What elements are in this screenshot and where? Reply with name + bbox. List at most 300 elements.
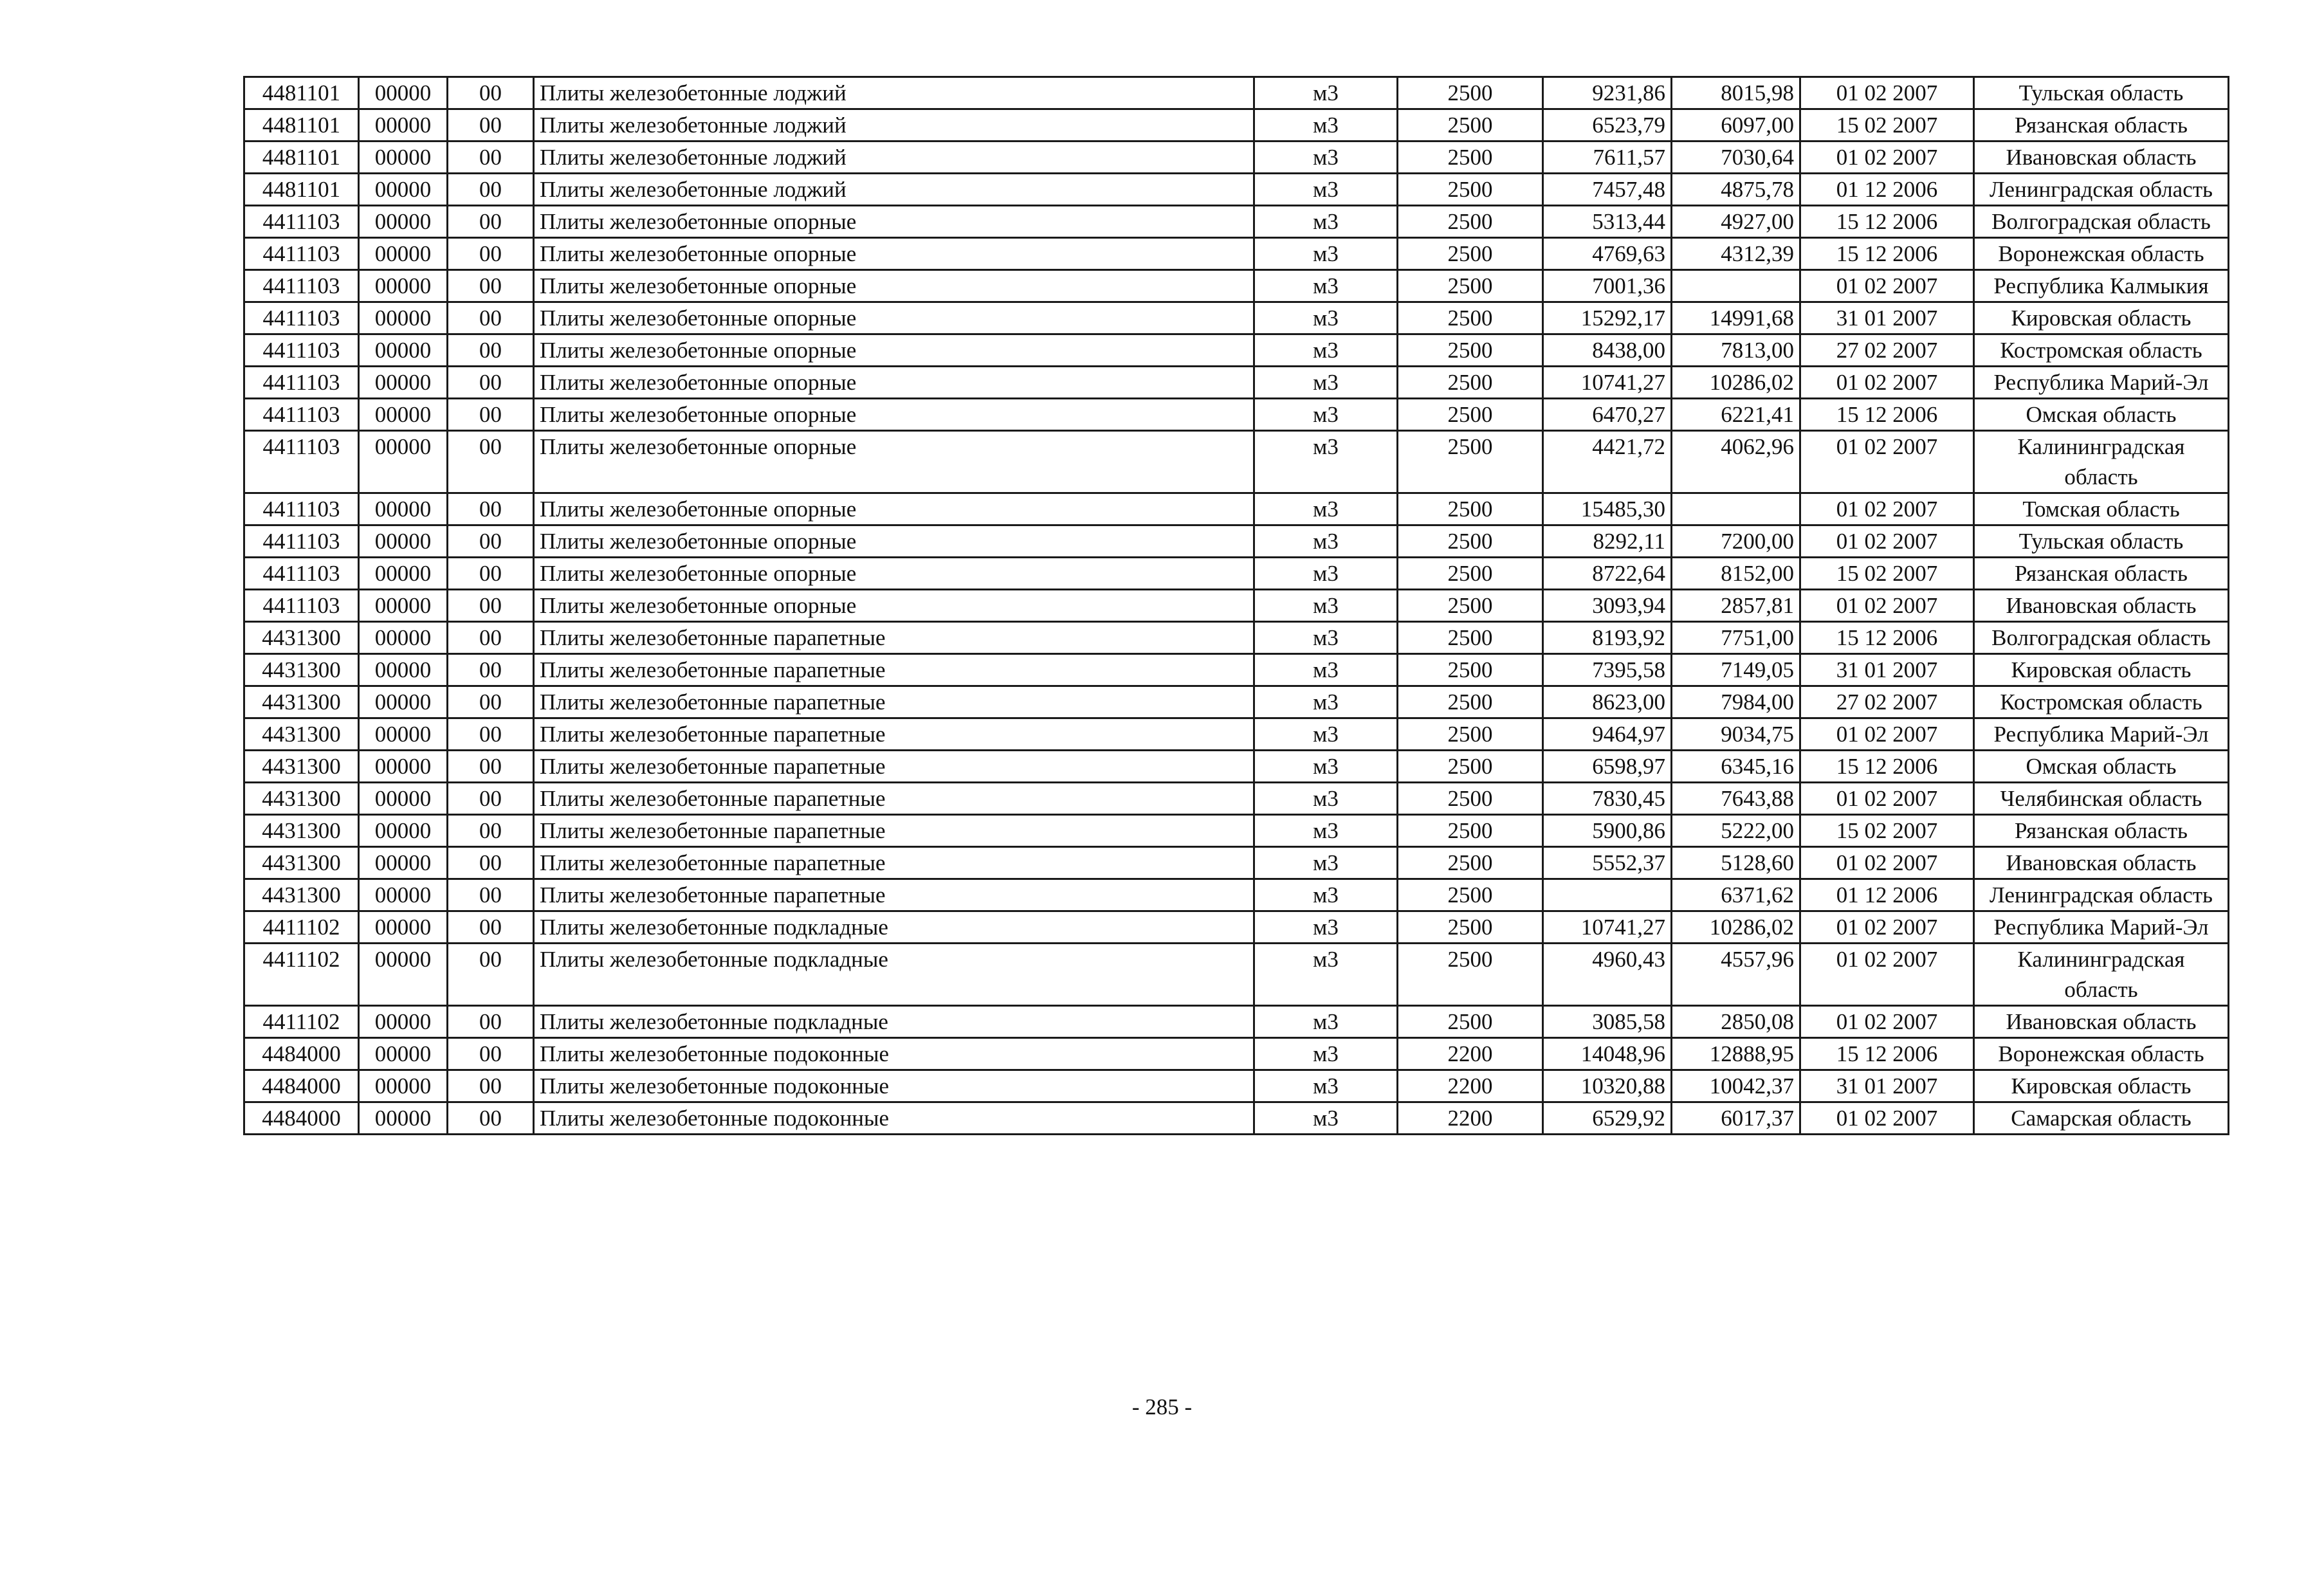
cell-price-1: 7457,48	[1543, 174, 1672, 206]
cell-price-1: 6529,92	[1543, 1102, 1672, 1135]
cell-subcode: 00000	[359, 1070, 448, 1102]
table-row	[244, 367, 2229, 399]
table-row	[244, 751, 2229, 783]
cell-index: 00	[448, 109, 534, 141]
cell-okp-code: 4431300	[244, 783, 359, 815]
cell-density: 2500	[1398, 622, 1543, 654]
cell-density: 2200	[1398, 1070, 1543, 1102]
cell-region: Ивановская область	[1974, 141, 2229, 174]
cell-date: 01 12 2006	[1800, 174, 1974, 206]
cell-unit: м3	[1254, 77, 1398, 109]
cell-index: 00	[448, 141, 534, 174]
cell-price-2: 2857,81	[1672, 590, 1800, 622]
cell-price-2: 4875,78	[1672, 174, 1800, 206]
cell-subcode: 00000	[359, 77, 448, 109]
cell-region: Тульская область	[1974, 77, 2229, 109]
table-row	[244, 590, 2229, 622]
cell-subcode: 00000	[359, 751, 448, 783]
cell-product-name: Плиты железобетонные лоджий	[534, 174, 1254, 206]
cell-unit: м3	[1254, 109, 1398, 141]
cell-product-name: Плиты железобетонные опорные	[534, 238, 1254, 270]
cell-date: 01 02 2007	[1800, 493, 1974, 525]
cell-price-2: 6345,16	[1672, 751, 1800, 783]
cell-price-2: 7984,00	[1672, 686, 1800, 718]
cell-okp-code: 4431300	[244, 622, 359, 654]
cell-region: Рязанская область	[1974, 109, 2229, 141]
cell-product-name: Плиты железобетонные подкладные	[534, 911, 1254, 944]
cell-okp-code: 4431300	[244, 751, 359, 783]
cell-price-1: 6523,79	[1543, 109, 1672, 141]
cell-density: 2500	[1398, 1006, 1543, 1038]
cell-region: Республика Марий-Эл	[1974, 367, 2229, 399]
cell-price-1: 8623,00	[1543, 686, 1672, 718]
cell-density: 2500	[1398, 654, 1543, 686]
cell-subcode: 00000	[359, 493, 448, 525]
cell-index: 00	[448, 1102, 534, 1135]
cell-okp-code: 4484000	[244, 1070, 359, 1102]
cell-product-name: Плиты железобетонные парапетные	[534, 718, 1254, 751]
cell-date: 27 02 2007	[1800, 686, 1974, 718]
cell-okp-code: 4431300	[244, 654, 359, 686]
cell-okp-code: 4484000	[244, 1038, 359, 1070]
cell-product-name: Плиты железобетонные парапетные	[534, 815, 1254, 847]
cell-region: Ивановская область	[1974, 590, 2229, 622]
cell-unit: м3	[1254, 206, 1398, 238]
cell-index: 00	[448, 1070, 534, 1102]
cell-subcode: 00000	[359, 654, 448, 686]
cell-date: 31 01 2007	[1800, 302, 1974, 334]
cell-date: 15 12 2006	[1800, 238, 1974, 270]
cell-region: Калининградская область	[1974, 944, 2229, 1006]
cell-price-1: 7611,57	[1543, 141, 1672, 174]
cell-price-2: 8152,00	[1672, 558, 1800, 590]
cell-price-1: 7001,36	[1543, 270, 1672, 302]
cell-price-1: 10320,88	[1543, 1070, 1672, 1102]
table-row	[244, 911, 2229, 944]
cell-subcode: 00000	[359, 944, 448, 1006]
cell-index: 00	[448, 751, 534, 783]
cell-unit: м3	[1254, 1102, 1398, 1135]
cell-index: 00	[448, 879, 534, 911]
cell-unit: м3	[1254, 686, 1398, 718]
cell-product-name: Плиты железобетонные опорные	[534, 493, 1254, 525]
cell-price-2: 7813,00	[1672, 334, 1800, 367]
cell-density: 2500	[1398, 525, 1543, 558]
cell-product-name: Плиты железобетонные опорные	[534, 590, 1254, 622]
cell-unit: м3	[1254, 879, 1398, 911]
cell-density: 2200	[1398, 1038, 1543, 1070]
cell-price-2: 7200,00	[1672, 525, 1800, 558]
cell-density: 2500	[1398, 815, 1543, 847]
cell-region: Кировская область	[1974, 302, 2229, 334]
cell-density: 2200	[1398, 1102, 1543, 1135]
cell-price-2: 6097,00	[1672, 109, 1800, 141]
cell-region: Воронежская область	[1974, 238, 2229, 270]
cell-date: 15 12 2006	[1800, 1038, 1974, 1070]
page-number: - 285 -	[1131, 1394, 1193, 1419]
cell-subcode: 00000	[359, 141, 448, 174]
cell-product-name: Плиты железобетонные подкладные	[534, 944, 1254, 1006]
table-row	[244, 206, 2229, 238]
cell-unit: м3	[1254, 431, 1398, 493]
cell-okp-code: 4411103	[244, 238, 359, 270]
cell-okp-code: 4411103	[244, 334, 359, 367]
table-row	[244, 270, 2229, 302]
cell-price-1: 7830,45	[1543, 783, 1672, 815]
cell-unit: м3	[1254, 815, 1398, 847]
cell-price-2: 6017,37	[1672, 1102, 1800, 1135]
cell-date: 01 02 2007	[1800, 911, 1974, 944]
cell-unit: м3	[1254, 558, 1398, 590]
cell-unit: м3	[1254, 493, 1398, 525]
cell-subcode: 00000	[359, 590, 448, 622]
cell-okp-code: 4431300	[244, 879, 359, 911]
cell-product-name: Плиты железобетонные опорные	[534, 558, 1254, 590]
cell-okp-code: 4484000	[244, 1102, 359, 1135]
cell-index: 00	[448, 302, 534, 334]
cell-date: 01 02 2007	[1800, 783, 1974, 815]
cell-region: Ивановская область	[1974, 847, 2229, 879]
cell-unit: м3	[1254, 751, 1398, 783]
cell-okp-code: 4481101	[244, 174, 359, 206]
cell-date: 01 02 2007	[1800, 847, 1974, 879]
cell-price-2: 9034,75	[1672, 718, 1800, 751]
cell-unit: м3	[1254, 302, 1398, 334]
cell-unit: м3	[1254, 270, 1398, 302]
cell-subcode: 00000	[359, 302, 448, 334]
cell-date: 31 01 2007	[1800, 654, 1974, 686]
table-row	[244, 686, 2229, 718]
table-row	[244, 654, 2229, 686]
cell-price-1: 8292,11	[1543, 525, 1672, 558]
cell-index: 00	[448, 367, 534, 399]
cell-price-1: 4769,63	[1543, 238, 1672, 270]
cell-product-name: Плиты железобетонные парапетные	[534, 879, 1254, 911]
cell-index: 00	[448, 718, 534, 751]
cell-okp-code: 4411102	[244, 911, 359, 944]
cell-unit: м3	[1254, 718, 1398, 751]
cell-price-2: 7643,88	[1672, 783, 1800, 815]
cell-index: 00	[448, 558, 534, 590]
cell-index: 00	[448, 815, 534, 847]
cell-product-name: Плиты железобетонные лоджий	[534, 109, 1254, 141]
cell-density: 2500	[1398, 944, 1543, 1006]
cell-price-2: 7030,64	[1672, 141, 1800, 174]
table-row	[244, 525, 2229, 558]
cell-date: 01 02 2007	[1800, 270, 1974, 302]
cell-region: Республика Марий-Эл	[1974, 718, 2229, 751]
cell-subcode: 00000	[359, 1006, 448, 1038]
cell-subcode: 00000	[359, 431, 448, 493]
cell-subcode: 00000	[359, 911, 448, 944]
cell-region: Самарская область	[1974, 1102, 2229, 1135]
cell-price-1: 15485,30	[1543, 493, 1672, 525]
cell-region: Рязанская область	[1974, 558, 2229, 590]
cell-index: 00	[448, 847, 534, 879]
table-row	[244, 431, 2229, 493]
cell-price-2: 6221,41	[1672, 399, 1800, 431]
cell-date: 15 12 2006	[1800, 206, 1974, 238]
table-row	[244, 493, 2229, 525]
cell-date: 15 12 2006	[1800, 399, 1974, 431]
cell-density: 2500	[1398, 334, 1543, 367]
cell-product-name: Плиты железобетонные подоконные	[534, 1102, 1254, 1135]
cell-okp-code: 4431300	[244, 718, 359, 751]
cell-unit: м3	[1254, 525, 1398, 558]
cell-price-2: 5222,00	[1672, 815, 1800, 847]
cell-price-2: 14991,68	[1672, 302, 1800, 334]
cell-okp-code: 4431300	[244, 686, 359, 718]
cell-region: Республика Марий-Эл	[1974, 911, 2229, 944]
cell-density: 2500	[1398, 879, 1543, 911]
cell-date: 01 02 2007	[1800, 141, 1974, 174]
table-row	[244, 1070, 2229, 1102]
cell-subcode: 00000	[359, 686, 448, 718]
table-row	[244, 174, 2229, 206]
table-row	[244, 1102, 2229, 1135]
cell-price-1: 9231,86	[1543, 77, 1672, 109]
cell-unit: м3	[1254, 141, 1398, 174]
cell-price-1: 3093,94	[1543, 590, 1672, 622]
cell-price-2: 4062,96	[1672, 431, 1800, 493]
cell-date: 01 02 2007	[1800, 1102, 1974, 1135]
cell-subcode: 00000	[359, 815, 448, 847]
cell-index: 00	[448, 783, 534, 815]
cell-unit: м3	[1254, 783, 1398, 815]
cell-okp-code: 4411103	[244, 493, 359, 525]
cell-density: 2500	[1398, 238, 1543, 270]
cell-unit: м3	[1254, 654, 1398, 686]
cell-subcode: 00000	[359, 109, 448, 141]
cell-okp-code: 4411103	[244, 558, 359, 590]
cell-region: Кировская область	[1974, 1070, 2229, 1102]
table-row	[244, 1006, 2229, 1038]
cell-index: 00	[448, 911, 534, 944]
cell-subcode: 00000	[359, 206, 448, 238]
cell-density: 2500	[1398, 302, 1543, 334]
cell-subcode: 00000	[359, 558, 448, 590]
cell-price-1: 8722,64	[1543, 558, 1672, 590]
cell-region: Рязанская область	[1974, 815, 2229, 847]
cell-product-name: Плиты железобетонные парапетные	[534, 783, 1254, 815]
cell-okp-code: 4481101	[244, 77, 359, 109]
cell-unit: м3	[1254, 399, 1398, 431]
cell-price-1: 3085,58	[1543, 1006, 1672, 1038]
cell-price-2: 10042,37	[1672, 1070, 1800, 1102]
cell-product-name: Плиты железобетонные опорные	[534, 334, 1254, 367]
cell-okp-code: 4481101	[244, 141, 359, 174]
cell-price-2: 4557,96	[1672, 944, 1800, 1006]
cell-date: 01 02 2007	[1800, 718, 1974, 751]
table-row	[244, 718, 2229, 751]
table-row	[244, 302, 2229, 334]
cell-index: 00	[448, 1006, 534, 1038]
cell-region: Ивановская область	[1974, 1006, 2229, 1038]
cell-subcode: 00000	[359, 847, 448, 879]
cell-index: 00	[448, 238, 534, 270]
cell-product-name: Плиты железобетонные опорные	[534, 206, 1254, 238]
cell-price-1: 4960,43	[1543, 944, 1672, 1006]
cell-index: 00	[448, 493, 534, 525]
cell-price-1: 5552,37	[1543, 847, 1672, 879]
cell-density: 2500	[1398, 558, 1543, 590]
cell-density: 2500	[1398, 206, 1543, 238]
cell-region: Воронежская область	[1974, 1038, 2229, 1070]
cell-date: 15 02 2007	[1800, 815, 1974, 847]
cell-product-name: Плиты железобетонные опорные	[534, 302, 1254, 334]
cell-region: Волгоградская область	[1974, 206, 2229, 238]
cell-price-2: 4312,39	[1672, 238, 1800, 270]
cell-okp-code: 4411103	[244, 206, 359, 238]
cell-product-name: Плиты железобетонные парапетные	[534, 847, 1254, 879]
cell-okp-code: 4411103	[244, 590, 359, 622]
table-row	[244, 399, 2229, 431]
price-table	[243, 76, 2229, 1135]
cell-product-name: Плиты железобетонные подоконные	[534, 1038, 1254, 1070]
cell-region: Республика Калмыкия	[1974, 270, 2229, 302]
cell-price-2: 10286,02	[1672, 367, 1800, 399]
table-row	[244, 622, 2229, 654]
cell-index: 00	[448, 622, 534, 654]
cell-unit: м3	[1254, 174, 1398, 206]
price-table-sheet	[243, 76, 2228, 1135]
cell-date: 27 02 2007	[1800, 334, 1974, 367]
cell-region: Ленинградская область	[1974, 174, 2229, 206]
cell-index: 00	[448, 654, 534, 686]
cell-product-name: Плиты железобетонные опорные	[534, 525, 1254, 558]
cell-region: Томская область	[1974, 493, 2229, 525]
cell-index: 00	[448, 944, 534, 1006]
cell-subcode: 00000	[359, 367, 448, 399]
cell-product-name: Плиты железобетонные подоконные	[534, 1070, 1254, 1102]
cell-density: 2500	[1398, 911, 1543, 944]
cell-price-2: 6371,62	[1672, 879, 1800, 911]
cell-okp-code: 4411103	[244, 399, 359, 431]
cell-okp-code: 4411103	[244, 367, 359, 399]
cell-subcode: 00000	[359, 334, 448, 367]
cell-okp-code: 4411102	[244, 1006, 359, 1038]
table-row	[244, 334, 2229, 367]
cell-index: 00	[448, 206, 534, 238]
cell-price-2: 7149,05	[1672, 654, 1800, 686]
cell-density: 2500	[1398, 109, 1543, 141]
cell-density: 2500	[1398, 77, 1543, 109]
cell-price-1: 6598,97	[1543, 751, 1672, 783]
cell-density: 2500	[1398, 174, 1543, 206]
cell-price-1: 9464,97	[1543, 718, 1672, 751]
cell-unit: м3	[1254, 334, 1398, 367]
cell-price-1: 5900,86	[1543, 815, 1672, 847]
cell-unit: м3	[1254, 1038, 1398, 1070]
cell-region: Кировская область	[1974, 654, 2229, 686]
table-row	[244, 109, 2229, 141]
table-row	[244, 879, 2229, 911]
cell-index: 00	[448, 399, 534, 431]
cell-price-1: 7395,58	[1543, 654, 1672, 686]
table-row	[244, 141, 2229, 174]
cell-index: 00	[448, 334, 534, 367]
cell-region: Волгоградская область	[1974, 622, 2229, 654]
cell-price-1: 4421,72	[1543, 431, 1672, 493]
cell-okp-code: 4431300	[244, 847, 359, 879]
cell-density: 2500	[1398, 431, 1543, 493]
table-row	[244, 77, 2229, 109]
table-row	[244, 1038, 2229, 1070]
cell-density: 2500	[1398, 718, 1543, 751]
cell-density: 2500	[1398, 493, 1543, 525]
cell-date: 15 12 2006	[1800, 751, 1974, 783]
cell-unit: м3	[1254, 590, 1398, 622]
cell-okp-code: 4411103	[244, 431, 359, 493]
cell-price-1: 14048,96	[1543, 1038, 1672, 1070]
cell-region: Омская область	[1974, 751, 2229, 783]
cell-price-2: 5128,60	[1672, 847, 1800, 879]
cell-product-name: Плиты железобетонные парапетные	[534, 686, 1254, 718]
cell-price-2: 10286,02	[1672, 911, 1800, 944]
cell-okp-code: 4431300	[244, 815, 359, 847]
cell-index: 00	[448, 1038, 534, 1070]
cell-subcode: 00000	[359, 622, 448, 654]
cell-price-1: 10741,27	[1543, 367, 1672, 399]
cell-date: 01 02 2007	[1800, 590, 1974, 622]
cell-subcode: 00000	[359, 238, 448, 270]
table-row	[244, 238, 2229, 270]
cell-region: Тульская область	[1974, 525, 2229, 558]
table-row	[244, 558, 2229, 590]
cell-density: 2500	[1398, 590, 1543, 622]
cell-date: 31 01 2007	[1800, 1070, 1974, 1102]
cell-product-name: Плиты железобетонные подкладные	[534, 1006, 1254, 1038]
cell-unit: м3	[1254, 622, 1398, 654]
cell-unit: м3	[1254, 238, 1398, 270]
cell-okp-code: 4481101	[244, 109, 359, 141]
cell-product-name: Плиты железобетонные опорные	[534, 367, 1254, 399]
cell-product-name: Плиты железобетонные лоджий	[534, 77, 1254, 109]
cell-date: 15 02 2007	[1800, 109, 1974, 141]
cell-density: 2500	[1398, 141, 1543, 174]
cell-region: Костромская область	[1974, 334, 2229, 367]
cell-index: 00	[448, 77, 534, 109]
cell-density: 2500	[1398, 270, 1543, 302]
cell-density: 2500	[1398, 847, 1543, 879]
cell-unit: м3	[1254, 1070, 1398, 1102]
cell-subcode: 00000	[359, 718, 448, 751]
cell-price-1: 15292,17	[1543, 302, 1672, 334]
cell-price-1: 6470,27	[1543, 399, 1672, 431]
cell-product-name: Плиты железобетонные парапетные	[534, 622, 1254, 654]
cell-date: 15 12 2006	[1800, 622, 1974, 654]
cell-density: 2500	[1398, 783, 1543, 815]
cell-product-name: Плиты железобетонные опорные	[534, 270, 1254, 302]
cell-price-2: 7751,00	[1672, 622, 1800, 654]
cell-okp-code: 4411103	[244, 525, 359, 558]
cell-subcode: 00000	[359, 270, 448, 302]
cell-subcode: 00000	[359, 1102, 448, 1135]
cell-date: 01 02 2007	[1800, 525, 1974, 558]
cell-density: 2500	[1398, 399, 1543, 431]
cell-unit: м3	[1254, 944, 1398, 1006]
cell-index: 00	[448, 270, 534, 302]
table-row	[244, 847, 2229, 879]
cell-index: 00	[448, 525, 534, 558]
cell-price-2: 12888,95	[1672, 1038, 1800, 1070]
table-row	[244, 815, 2229, 847]
cell-price-1: 8193,92	[1543, 622, 1672, 654]
cell-region: Ленинградская область	[1974, 879, 2229, 911]
cell-region: Омская область	[1974, 399, 2229, 431]
cell-price-2: 2850,08	[1672, 1006, 1800, 1038]
cell-index: 00	[448, 590, 534, 622]
